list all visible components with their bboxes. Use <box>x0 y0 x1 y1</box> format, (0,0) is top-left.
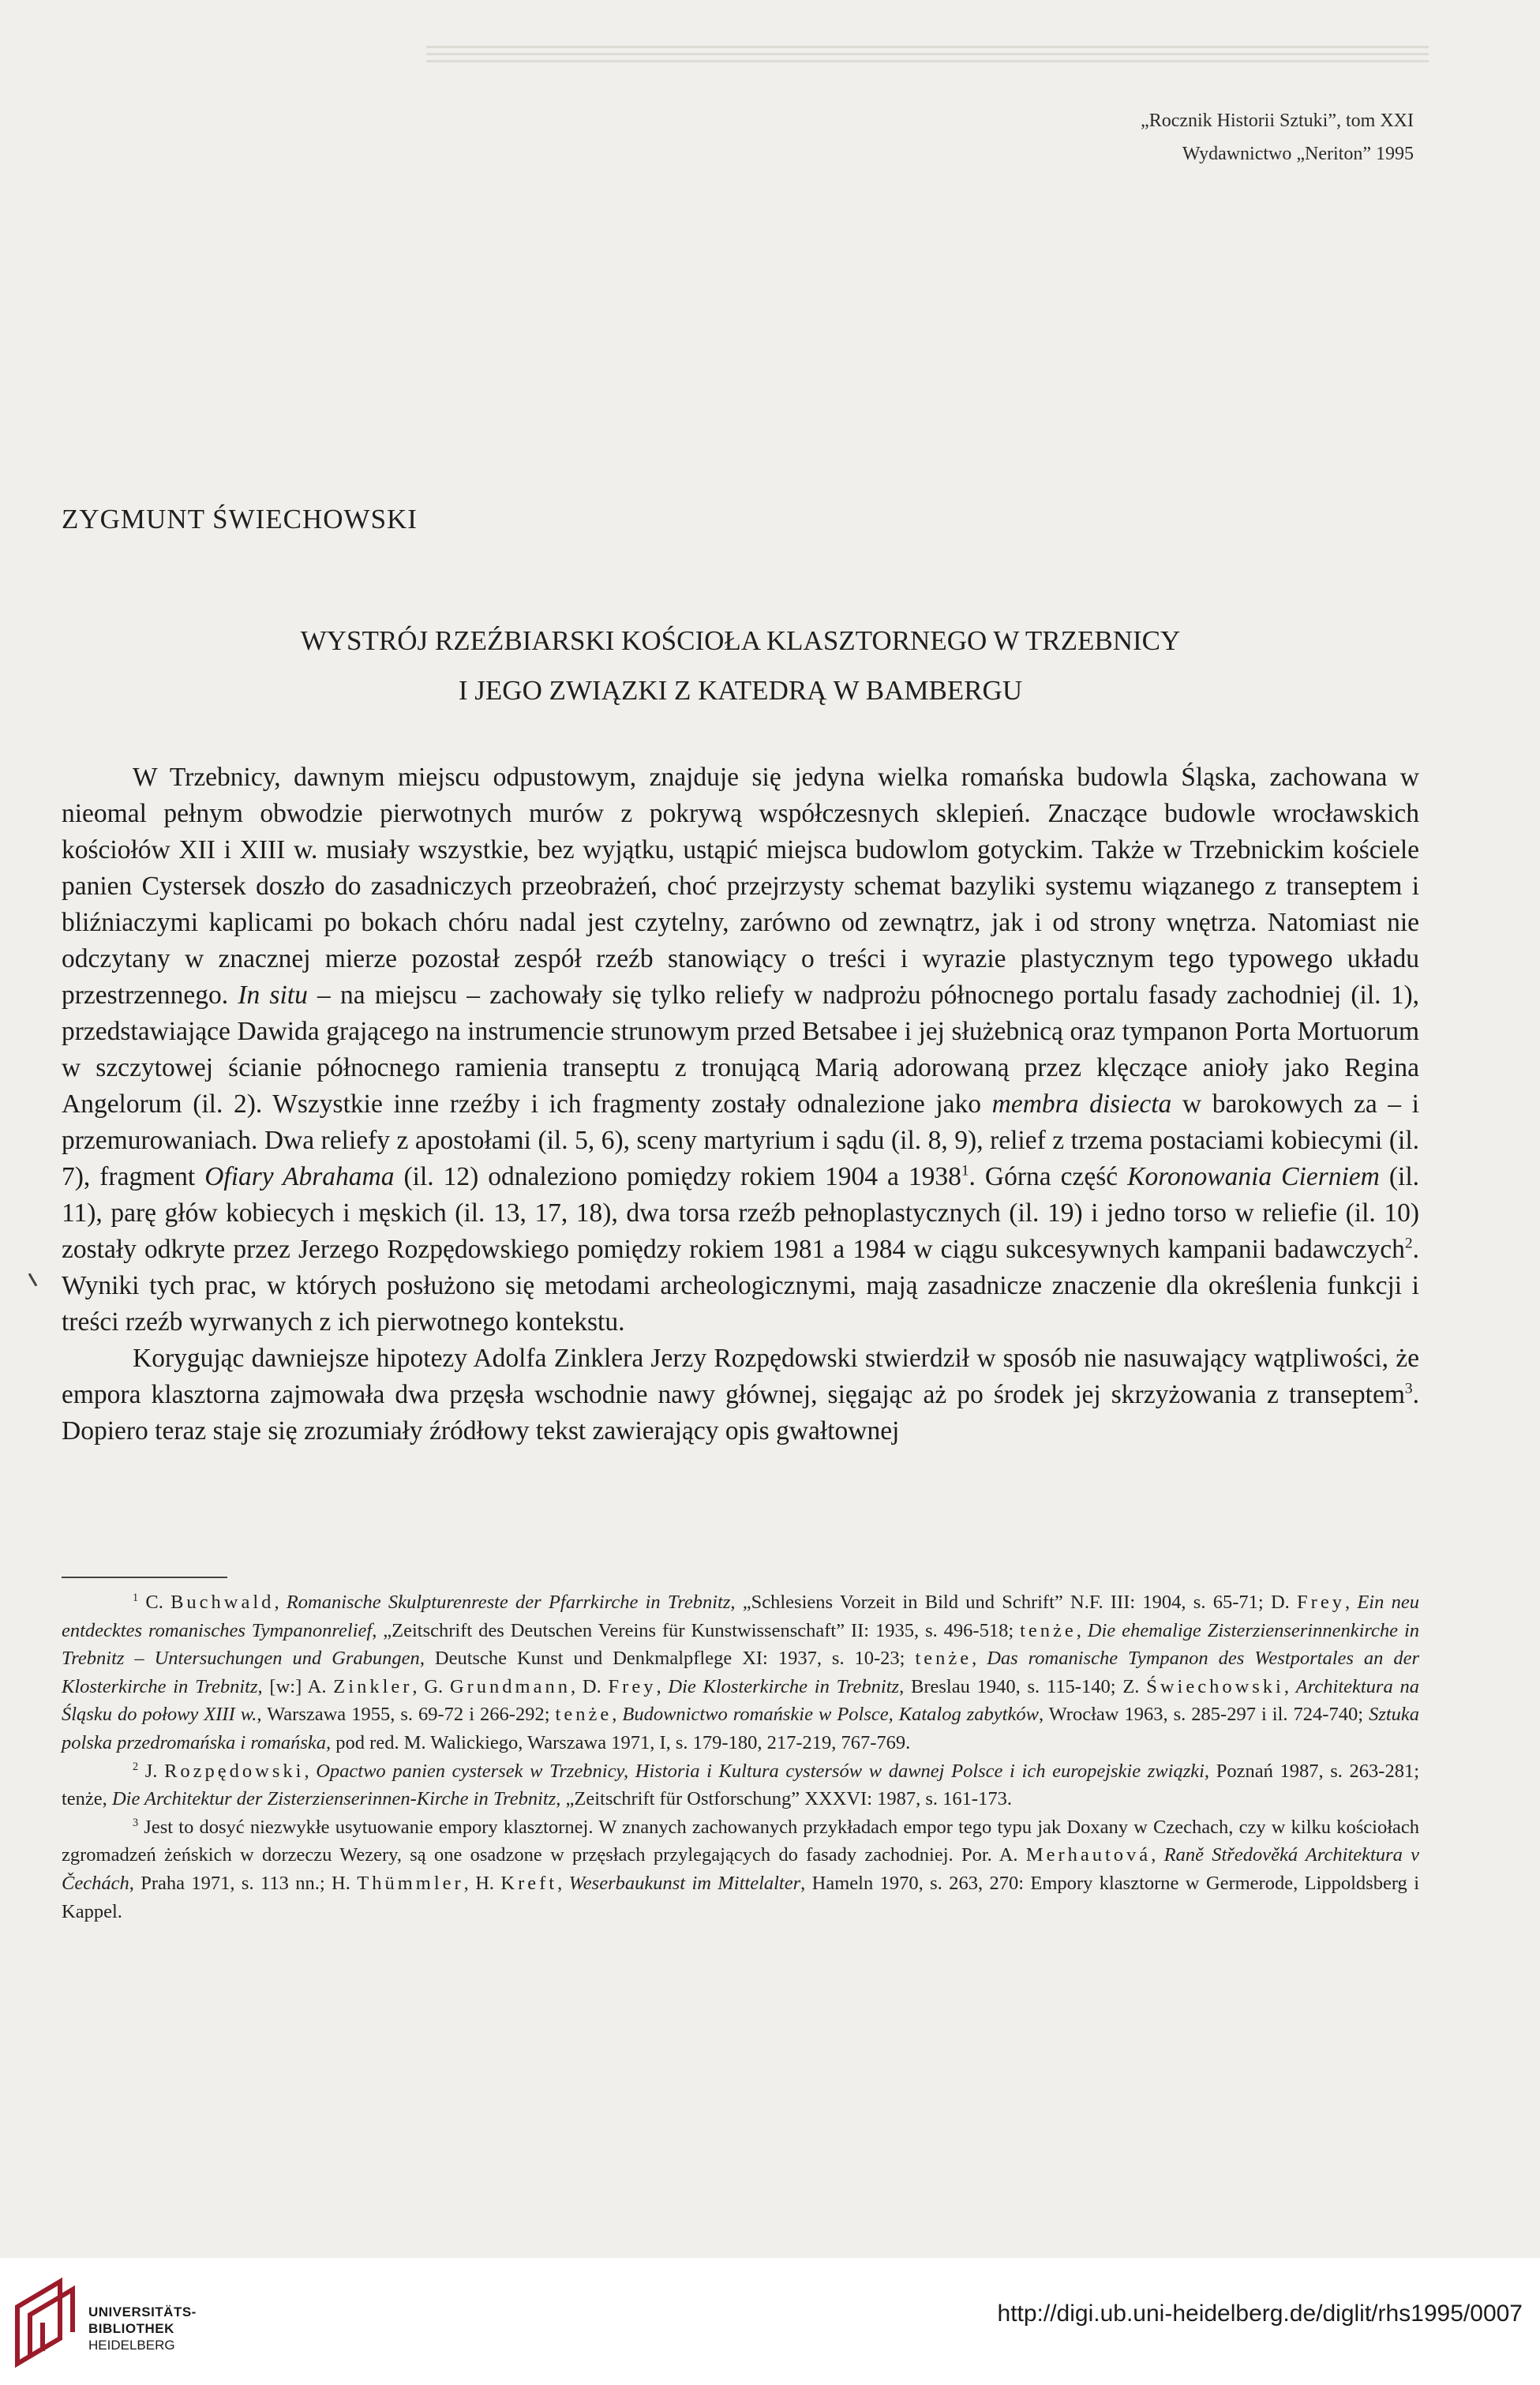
text-run: w barokowych za – i przemurowaniach. Dwa reliefy z apostołami (il. 5, 6), sceny martyrium i sądu (il. 8, 9), relief z trzema postaciami kobiecymi (il. 7), fragment <box>62 1089 1419 1191</box>
work-title: Sztuka polska przedromańska i romańska, <box>62 1704 1420 1753</box>
text-run: pod red. M. Walickiego, Warszawa 1971, I, s. 179-180, 217-219, 767-769. <box>331 1731 911 1753</box>
work-title: Ein neu entdecktes romanisches Tympanonrelief <box>62 1592 1419 1641</box>
author-ref: Rozpędowski <box>164 1760 305 1782</box>
text-run: , <box>656 1675 669 1697</box>
article-title <box>62 616 1419 715</box>
work-title: Architektura na Śląsku do połowy XIII w. <box>62 1675 1420 1726</box>
footnote-divider <box>62 1577 227 1578</box>
text-run: , G. <box>412 1675 450 1697</box>
footnote-2 <box>62 1757 1419 1813</box>
footnote-number: 1 <box>133 1591 139 1604</box>
work-title: Raně Středověká Architektura v Čechách <box>62 1844 1420 1894</box>
footnote-ref[interactable]: 1 <box>961 1162 969 1179</box>
footnote-ref[interactable]: 3 <box>1404 1380 1413 1397</box>
text-run: , [w:] A. <box>257 1675 334 1697</box>
article-title-line1: WYSTRÓJ RZEŹBIARSKI KOŚCIOŁA KLASZTORNEGO W TRZEBNICY <box>300 625 1181 656</box>
text-run: , „Zeitschrift für Ostforschung” XXXVI: 1987, s. 161-173. <box>556 1788 1012 1810</box>
text-run: , Deutsche Kunst und Denkmalpflege XI: 1937, s. 10-23; <box>419 1648 916 1670</box>
text-run: , Hameln 1970, s. 263, 270: Empory klasztorne w Germerode, Lippoldsberg i Kappel. <box>62 1872 1419 1922</box>
article-title-line2: I JEGO ZWIĄZKI Z KATEDRĄ W BAMBERGU <box>458 675 1023 706</box>
text-run: , <box>1076 1619 1088 1641</box>
author-ref: tenże <box>1020 1619 1077 1641</box>
italic-term: In situ <box>238 981 308 1010</box>
work-title: Das romanische Tympanon des Westportales an der Klosterkirche in Trebnitz <box>62 1648 1420 1697</box>
text-run: , H. <box>463 1872 501 1894</box>
italic-term: Koronowania Cierniem <box>1127 1162 1380 1191</box>
author-ref: Świechowski <box>1146 1675 1284 1697</box>
text-run: , <box>1151 1844 1164 1866</box>
work-title: Die ehemalige Zisterzienserinnenkirche in Trebnitz – Untersuchungen und Grabungen <box>62 1619 1419 1670</box>
text-run: , „Schlesiens Vorzeit in Bild und Schrift” N.F. III: 1904, s. 65-71; D. <box>730 1592 1298 1613</box>
work-title: Weserbaukunst im Mittelalter <box>568 1872 801 1894</box>
text-run: , Praha 1971, s. 113 nn.; H. <box>129 1872 358 1894</box>
footnotes <box>62 1588 1419 1926</box>
author-ref: Merhautová <box>1025 1844 1152 1866</box>
text-run: , <box>304 1760 317 1782</box>
author-ref: tenże <box>915 1648 972 1670</box>
paragraph-2 <box>62 1341 1419 1449</box>
text-run: , Breslau 1940, s. 115-140; Z. <box>899 1675 1147 1697</box>
text-run: , <box>557 1872 569 1894</box>
author-ref: Zinkler <box>333 1675 413 1697</box>
italic-term: membra disiecta <box>991 1089 1172 1119</box>
text-run: , <box>612 1704 623 1726</box>
author-ref: tenże <box>555 1704 613 1726</box>
work-title: Die Architektur der Zisterzienserinnen-Kirche in Trebnitz <box>111 1788 556 1810</box>
journal-header <box>1141 104 1414 171</box>
author-ref: Frey <box>608 1675 657 1697</box>
text-run: W Trzebnicy, dawnym miejscu odpustowym, znajduje się jedyna wielka romańska budowla Śląska, zachowana w nieomal pełnym obwodzie pierwotnych murów z pokrywą współczesnych sklepień. Znaczące budowle wrocławskich kościołów XII i XIII w. musiały wszystkie, bez wyjątku, ustąpić miejsca budowlom gotyckim. Także w Trzebnickim kościele panien Cystersek doszło do zasadniczych przeobrażeń, choć przejrzysty schemat bazyliki systemu wiązanego z transeptem i bliźniaczymi kaplicami po bokach chóru nadal jest czytelny, zarówno od zewnątrz, jak i od strony wnętrza. Natomiast nie odczytany w znacznej mierze pozostał zespół rzeźb stanowiący o treści i wyrazie plastycznym tego typowego układu przestrzennego. <box>62 763 1419 1010</box>
work-title: Budownictwo romańskie w Polsce, Katalog zabytków <box>622 1704 1039 1726</box>
text-run: , D. <box>571 1675 609 1697</box>
text-run: – na miejscu – zachowały się tylko reliefy w nadprożu północnego portalu fasady zachodniej (il. 1), przedstawiające Dawida grającego na instrumencie strunowym przed Betsabee i jej służebnicą oraz tympanon Porta Mortuorum w szczytowej ścianie północnego ramienia transeptu z tronującą Marią adorowaną przez klęczące anioły jako Regina Angelorum (il. 2). Wszystkie inne rzeźby i ich fragmenty zostały odnalezione jako <box>62 981 1419 1119</box>
author-ref: Frey <box>1297 1592 1345 1613</box>
text-run: , „Zeitschrift des Deutschen Vereins für Kunstwissenschaft” II: 1935, s. 496-518; <box>372 1619 1021 1641</box>
journal-header-line1: „Rocznik Historii Sztuki”, tom XXI <box>1141 111 1414 131</box>
footnote-ref[interactable]: 2 <box>1404 1235 1413 1252</box>
text-run: J. <box>138 1760 165 1782</box>
article-body <box>62 759 1419 1449</box>
author-name: ZYGMUNT ŚWIECHOWSKI <box>62 504 418 534</box>
work-title: Opactwo panien cystersek w Trzebnicy, Historia i Kultura cystersów w dawnej Polsce i ich europejskie związki <box>316 1760 1205 1782</box>
text-run: , <box>274 1592 287 1613</box>
work-title: Die Klosterkirche in Trebnitz <box>668 1675 900 1697</box>
heidelberg-library-logo-icon[interactable] <box>11 2275 82 2370</box>
library-name-line1: UNIVERSITÄTS- <box>88 2304 197 2319</box>
permalink-url[interactable]: http://digi.ub.uni-heidelberg.de/diglit/rhs1995/0007 <box>997 2301 1523 2327</box>
author-ref: Buchwald <box>170 1592 275 1613</box>
author-ref: Thümmler <box>357 1872 464 1894</box>
text-run: . Wyniki tych prac, w których posłużono się metodami archeologicznymi, mają zasadnicze znaczenie dla określenia funkcji i treści rzeźb wyrwanych z ich pierwotnego kontekstu. <box>62 1235 1419 1337</box>
paragraph-1 <box>62 759 1419 1341</box>
author-ref: Grundmann <box>449 1675 571 1697</box>
text-run: , <box>1283 1675 1296 1697</box>
footnote-1 <box>62 1588 1419 1757</box>
text-run: , Poznań 1987, s. 263-281; tenże, <box>62 1760 1420 1810</box>
text-run: , Wrocław 1963, s. 285-297 i il. 724-740; <box>1038 1704 1370 1726</box>
text-run: . Dopiero teraz staje się zrozumiały źródłowy tekst zawierający opis gwałtownej <box>62 1380 1419 1446</box>
text-run: . Górna część <box>969 1162 1128 1191</box>
library-name <box>88 2304 197 2353</box>
text-run: C. <box>138 1592 171 1613</box>
text-run: Korygując dawniejsze hipotezy Adolfa Zinklera Jerzy Rozpędowski stwierdził w sposób nie nasuwający wątpliwości, że empora klasztorna zajmowała dwa przęsła wschodnie nawy głównej, sięgając aż po środek jej skrzyżowania z transeptem <box>62 1344 1419 1409</box>
footnote-3 <box>62 1813 1419 1926</box>
footnote-number: 2 <box>133 1760 139 1773</box>
show-through-text <box>426 46 1429 65</box>
text-run: , <box>972 1648 987 1670</box>
text-run: , <box>1344 1592 1358 1613</box>
text-run: (il. 11), parę głów kobiecych i męskich (il. 13, 17, 18), dwa torsa rzeźb pełnoplastycznych (il. 19) i jedno torso w reliefie (il. 10) zostały odkryte przez Jerzego Rozpędowskiego pomiędzy rokiem 1981 a 1984 w ciągu sukcesywnych kampanii badawczych <box>62 1162 1419 1264</box>
journal-header-line2: Wydawnictwo „Neriton” 1995 <box>1182 144 1414 164</box>
footnote-number: 3 <box>133 1816 139 1829</box>
text-run: , Warszawa 1955, s. 69-72 i 266-292; <box>257 1704 556 1726</box>
work-title: Romanische Skulpturenreste der Pfarrkirche in Trebnitz <box>286 1592 731 1613</box>
library-name-line2: BIBLIOTHEK <box>88 2321 174 2336</box>
margin-mark <box>28 1273 38 1286</box>
viewer-footer <box>0 2258 1540 2385</box>
author-ref: Kreft <box>500 1872 558 1894</box>
text-run: Jest to dosyć niezwykłe usytuowanie empory klasztornej. W znanych zachowanych przykładach empor tego typu jak Doxany w Czechach, czy w kilku kościołach zgromadzeń żeńskich w dorzeczu Wezery, są one osadzone w przęsłach przylegających do fasady zachodniej. Por. A. <box>62 1816 1419 1866</box>
text-run: (il. 12) odnaleziono pomiędzy rokiem 1904 a 1938 <box>394 1162 961 1191</box>
italic-term: Ofiary Abrahama <box>204 1162 395 1191</box>
library-name-line3: HEIDELBERG <box>88 2338 175 2353</box>
